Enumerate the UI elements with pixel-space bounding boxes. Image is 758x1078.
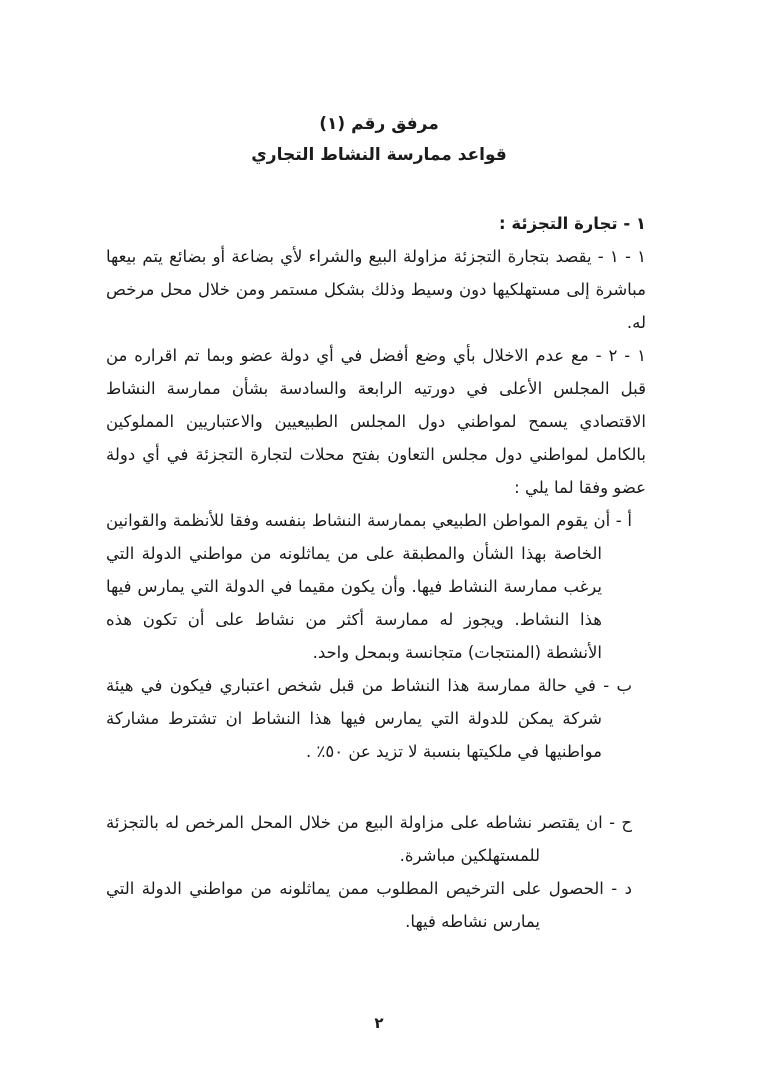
list-item-h: ح - ان يقتصر نشاطه على مزاولة البيع من خلال المحل المرخص له بالتجزئة للمستهلكين مباشرة. — [106, 813, 632, 865]
list-item-a: أ - أن يقوم المواطن الطبيعي بممارسة النشاط بنفسه وفقا للأنظمة والقوانين الخاصة بهذا الشأن والمطبقة على من يماثلونه من مواطني الدولة التي يرغب ممارسة النشاط فيها. وأن يكون مقيما في الدولة التي يمارس فيها هذا النشاط. ويجوز له ممارسة أكثر من نشاط على أن تكون هذه الأنشطة (المنتجات) متجانسة وبمحل واحد. — [106, 511, 632, 662]
section-heading-retail-trade: ١ - تجارة التجزئة : — [499, 214, 646, 233]
attachment-number-title: مرفق رقم (١) — [319, 114, 439, 134]
paragraph-1-1: ١ - ١ - يقصد بتجارة التجزئة مزاولة البيع والشراء لأي بضاعة أو بضائع يتم بيعها مباشرة إلى مستهلكيها دون وسيط وذلك بشكل مستمر ومن خلال محل مرخص له. — [106, 247, 646, 332]
document-title: قواعد ممارسة النشاط التجاري — [251, 145, 507, 165]
list-item-d: د - الحصول على الترخيص المطلوب ممن يماثلونه من مواطني الدولة التي يمارس نشاطه فيها. — [106, 879, 632, 931]
paragraph-1-2: ١ - ٢ - مع عدم الاخلال بأي وضع أفضل في أي دولة عضو وبما تم اقراره من قبل المجلس الأعلى في دورتيه الرابعة والسادسة بشأن ممارسة النشاط الاقتصادي يسمح لمواطني دول المجلس الطبيعيين والاعتباريين المملوكين بالكامل لمواطني دول مجلس التعاون بفتح محلات لتجارة التجزئة في أي دولة عضو وفقا لما يلي : — [106, 346, 646, 497]
document-header — [0, 0, 758, 165]
page-number: ٢ — [374, 1014, 384, 1032]
list-item-b: ب - في حالة ممارسة هذا النشاط من قبل شخص اعتباري فيكون في هيئة شركة يمكن للدولة التي يمارس فيها هذا النشاط ان تشترط مشاركة مواطنيها في ملكيتها بنسبة لا تزيد عن ٥٠٪ . — [106, 676, 632, 761]
document-body — [106, 207, 646, 938]
